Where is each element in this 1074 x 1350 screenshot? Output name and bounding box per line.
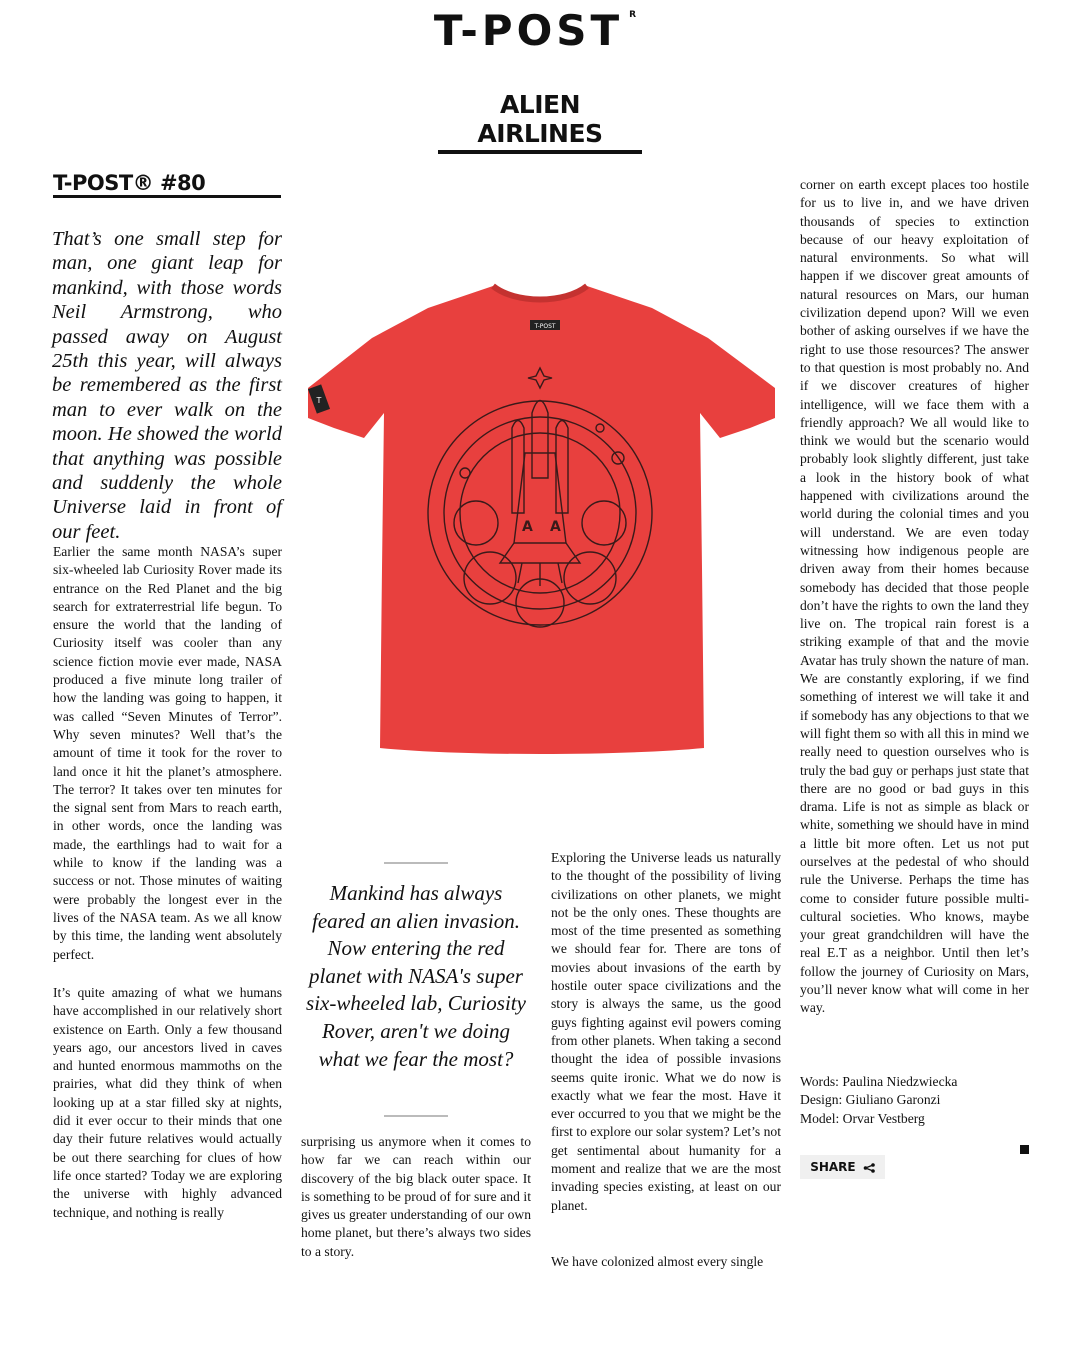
svg-text:A: A: [522, 519, 533, 535]
credit-design: Design: Giuliano Garonzi: [800, 1092, 941, 1108]
lead-paragraph: That’s one small step for man, one giant leap for mankind, with those words Neil Armstrong, who passed away on August 25th this year, will always be remembered as the first man to ever walk on the moon. He showed the world that anything was possible and suddenly the whole Universe laid in front of our feet.: [52, 228, 282, 543]
tpost-logo[interactable]: [0, 6, 1074, 55]
logo-text: T-POST: [433, 6, 624, 55]
neck-label: [530, 320, 560, 330]
share-icon: [863, 1163, 875, 1173]
credits: [800, 1073, 1029, 1128]
credit-model: Model: Orvar Vestberg: [800, 1110, 925, 1126]
end-mark: [1020, 1145, 1029, 1154]
credit-words: Words: Paulina Niedzwiecka: [800, 1074, 958, 1089]
svg-text:A: A: [550, 519, 561, 535]
share-label: SHARE: [810, 1160, 856, 1174]
column4-text: corner on earth except places too hostile for us to live in, and we have driven thousands of species to extinction because of our heavy exploitation of natural environments. So what will happen if we discover great amounts of natural resources on Mars, our human civilization depend upon? Will we even bother of asking ourselves if we have the right to use those resources? The answer to that question is most probably no. And if we discover creatures of higher intelligence, will we face them with a friendly approach? We all would like to think we would but the scenario would probably look slightly different, just take a look in the history book of what happened with civilizations around the world during the colonial times and you will understand. We are even today witnessing how indigenous people are driven away from their homes because somebody has decided that those people don’t have the rights to own the land they live on. The tropical rain forest is a striking example of that and the movie Avatar has truly shown the nature of man. We are constantly exploring, if we find something of interest we will take it and if somebody has any objections to that we will fight them so with all this in mind we really need to question ourselves who is truly the bad guy or perhaps just state that there are no good or bad guys in this drama. Life is not as simple as black or white, something we should have in mind a little bit more often. Let us not put ourselves at the pedestal of who should rule the Universe. Perhaps the time has come to consider future possible multi-cultural societies. Who knows, maybe your great grandchildren will have the real E.T as a neighbor. Until then let’s follow the journey of Curiosity on Mars, you’ll never know what will come in her way.: [800, 177, 1029, 1016]
pull-quote: Mankind has always feared an alien invasion. Now entering the red planet with NASA's super six-wheeled lab, Curiosity Rover, aren't we doing what we fear the most?: [306, 881, 526, 1071]
column3-paragraph2: We have colonized almost every single: [551, 1254, 764, 1269]
quote-rule-bottom: [384, 1115, 448, 1117]
column2-text: surprising us anymore when it comes to how far we can reach within our discovery of the big black outer space. It is something to be proud of for sure and it gives us greater understanding of our own home planet, but there’s always two sides to a story.: [301, 1134, 531, 1259]
tshirt-image: [300, 278, 780, 758]
issue-label: T-POST® #80: [53, 171, 281, 198]
registered-mark: R: [629, 10, 641, 20]
article-headline: ALIEN AIRLINES: [438, 90, 642, 154]
tshirt-body: [308, 286, 775, 754]
column3-paragraph1: Exploring the Universe leads us naturally to the thought of the possibility of living civilizations on other planets, we might not be the only ones. These thoughts are most of the time presented as something we should fear for. There are tons of movies about invasions of the earth by hostile outer space civilizations and the story is always the same, us the good guys fighting against evil powers coming from other planets. When taking a second thought the idea of possible invasions seems quite ironic. What we do now is exactly what we fear the most. Have it ever occurred to you that we might be the first to explore our solar system? Let’s not get sentimental about humanity for a moment and realize that we are the most invading species existing, at least on our planet.: [551, 850, 781, 1213]
column1-paragraph1: Earlier the same month NASA’s super six-wheeled lab Curiosity Rover made its entrance on the Red Planet and the big search for extraterrestrial life begun. To ensure the world that the landing of Curiosity itself was cooler than any science fiction movie ever made, NASA produced a five minute long trailer of how the landing was going to happen, it was called “Seven Minutes of Terror”. Why seven minutes? Well that’s the amount of time it took for the rover to land once it hit the planet’s atmosphere. The terror? It takes over ten minutes for the signal sent from Mars to reach earth, in other words, once the landing was made, the earthlings had to wait for a while to know if the landing was a success or not. Those minutes of waiting were probably the longest ever in the lives of the NASA team. As we all know by this time, the landing went absolutely perfect.: [53, 544, 282, 962]
svg-text:T: T: [316, 396, 322, 405]
svg-text:T-POST: T-POST: [534, 323, 556, 330]
column1-paragraph2: It’s quite amazing of what we humans have accomplished in our relatively short existence on Earth. Only a few thousand years ago, our ancestors lived in caves and hunted enormous mammoths on the prairies, what did they think of when looking up at a star filled sky at nights, did it ever occur to their minds that one day their future relatives would actually be out there searching for clues of how life once started? Today we are exploring the universe with highly advanced technique, and nothing is really: [53, 985, 282, 1220]
quote-rule-top: [384, 862, 448, 864]
share-button[interactable]: [800, 1155, 885, 1179]
